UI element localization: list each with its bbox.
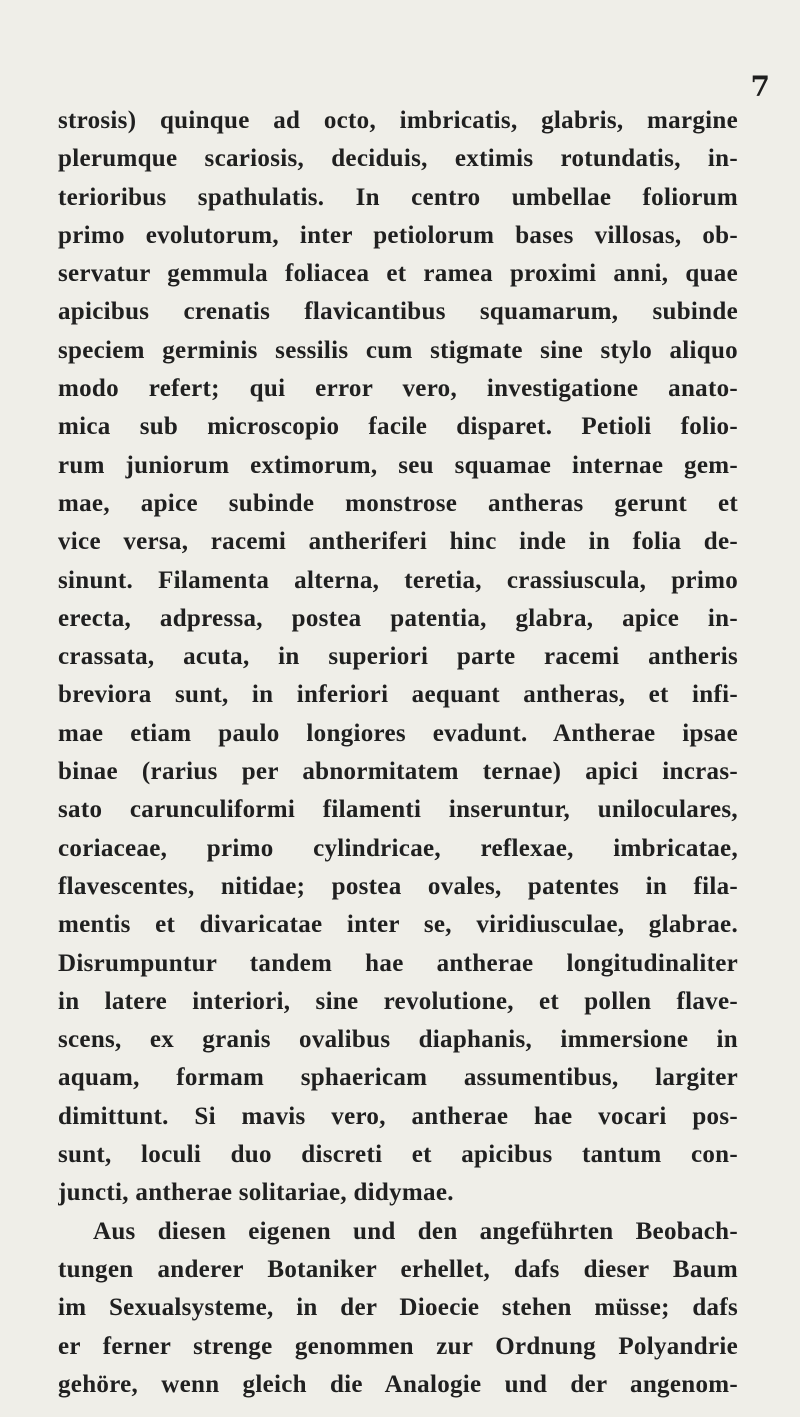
page-number: 7	[750, 70, 770, 103]
text-line: speciem germinis sessilis cum stigmate sine stylo aliquo	[58, 336, 738, 364]
text-line: terioribus spathulatis. In centro umbellae foliorum	[58, 183, 738, 211]
text-line: servatur gemmula foliacea et ramea proximi anni, quae	[58, 260, 738, 288]
paragraph-end-line: juncti, antherae solitariae, didymae.	[58, 1179, 454, 1207]
text-line: scens, ex granis ovalibus diaphanis, immersione in	[58, 1026, 738, 1054]
text-line: aquam, formam sphaericam assumentibus, largiter	[58, 1064, 738, 1092]
text-line: crassata, acuta, in superiori parte racemi antheris	[58, 643, 738, 671]
text-line: gehöre, wenn gleich die Analogie und der angenom-	[58, 1370, 738, 1398]
text-line: in latere interiori, sine revolutione, et pollen flave-	[58, 987, 738, 1015]
text-line: strosis) quinque ad octo, imbricatis, glabris, margine	[58, 107, 738, 134]
text-line: rum juniorum extimorum, seu squamae internae gem-	[58, 451, 738, 479]
text-line: tungen anderer Botaniker erhellet, dafs dieser Baum	[58, 1255, 738, 1283]
text-line: sunt, loculi duo discreti et apicibus tantum con-	[58, 1141, 738, 1169]
text-line: er ferner strenge genommen zur Ordnung Polyandrie	[58, 1332, 738, 1360]
text-line: dimittunt. Si mavis vero, antherae hae vocari pos-	[58, 1102, 738, 1130]
text-line: sinunt. Filamenta alterna, teretia, crassiuscula, primo	[58, 566, 738, 594]
text-line: primo evolutorum, inter petiolorum bases villosas, ob-	[58, 221, 738, 249]
text-line: binae (rarius per abnormitatem ternae) apici incras-	[58, 758, 738, 786]
text-line: vice versa, racemi antheriferi hinc inde in folia de-	[58, 528, 738, 556]
text-line: mae, apice subinde monstrose antheras gerunt et	[58, 489, 738, 517]
text-line: im Sexualsysteme, in der Dioecie stehen müsse; dafs	[58, 1294, 738, 1322]
body-text	[58, 102, 738, 1404]
text-line: modo refert; qui error vero, investigatione anato-	[58, 375, 738, 403]
text-line: plerumque scariosis, deciduis, extimis rotundatis, in-	[58, 145, 738, 173]
text-line: apicibus crenatis flavicantibus squamarum, subinde	[58, 298, 738, 326]
text-line: breviora sunt, in inferiori aequant antheras, et infi-	[58, 681, 738, 709]
paragraph-start-line: Aus diesen eigenen und den angeführten Beobach-	[93, 1217, 738, 1245]
text-line: coriaceae, primo cylindricae, reflexae, imbricatae,	[58, 834, 738, 862]
text-line: mica sub microscopio facile disparet. Petioli folio-	[58, 413, 738, 441]
text-line: erecta, adpressa, postea patentia, glabra, apice in-	[58, 604, 738, 632]
text-line: mae etiam paulo longiores evadunt. Antherae ipsae	[58, 719, 738, 747]
text-line: mentis et divaricatae inter se, viridiusculae, glabrae.	[58, 911, 738, 939]
text-line: sato carunculiformi filamenti inseruntur, uniloculares,	[58, 796, 738, 824]
text-line: Disrumpuntur tandem hae antherae longitudinaliter	[58, 949, 738, 977]
text-line: flavescentes, nitidae; postea ovales, patentes in fila-	[58, 872, 738, 900]
